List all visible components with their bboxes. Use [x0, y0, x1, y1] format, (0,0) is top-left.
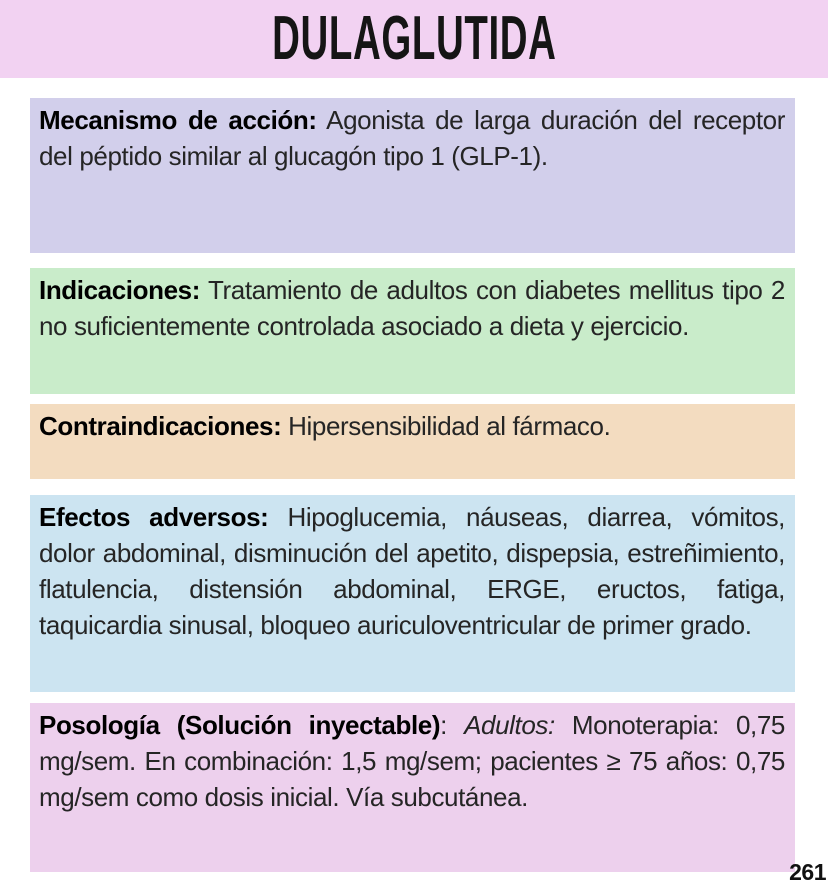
section-indicaciones-text: Tratamiento de adultos con diabetes mellitus tipo 2 no suficientemente controlada asociado a dieta y ejercicio. [39, 275, 785, 341]
section-posologia-separator: : [440, 710, 465, 740]
section-posologia-label: Posología (Solución inyectable) [39, 710, 441, 740]
section-mecanismo-de-accion [30, 98, 795, 253]
section-mecanismo-label: Mecanismo de acción: [39, 105, 317, 135]
section-contraindicaciones [30, 404, 795, 479]
section-indicaciones [30, 268, 795, 394]
section-indicaciones-label: Indicaciones: [39, 275, 200, 305]
section-posologia [30, 703, 795, 872]
section-posologia-subject: Adultos: [464, 710, 555, 740]
section-efectos-adversos [30, 495, 795, 692]
page-header [0, 0, 828, 78]
section-posologia-text: Monoterapia: 0,75 mg/sem. En combinación: 1,5 mg/sem; pacientes ≥ 75 años: 0,75 mg/sem como dosis inicial. Vía subcutánea. [39, 710, 785, 812]
section-efectos-label: Efectos adversos: [39, 502, 269, 532]
section-contraindicaciones-label: Contraindicaciones: [39, 411, 282, 441]
page-title: DULAGLUTIDA [271, 4, 557, 73]
section-mecanismo-text: Agonista de larga duración del receptor del péptido similar al glucagón tipo 1 (GLP-1). [39, 105, 786, 171]
section-contraindicaciones-text: Hipersensibilidad al fármaco. [288, 411, 611, 441]
page-number: 261 [789, 859, 826, 885]
section-efectos-text: Hipoglucemia, náuseas, diarrea, vómitos, dolor abdominal, disminución del apetito, dispepsia, estreñimiento, flatulencia, distensión abdominal, ERGE, eructos, fatiga, taquicardia sinusal, bloqueo auriculoventricular de primer grado. [39, 502, 785, 640]
